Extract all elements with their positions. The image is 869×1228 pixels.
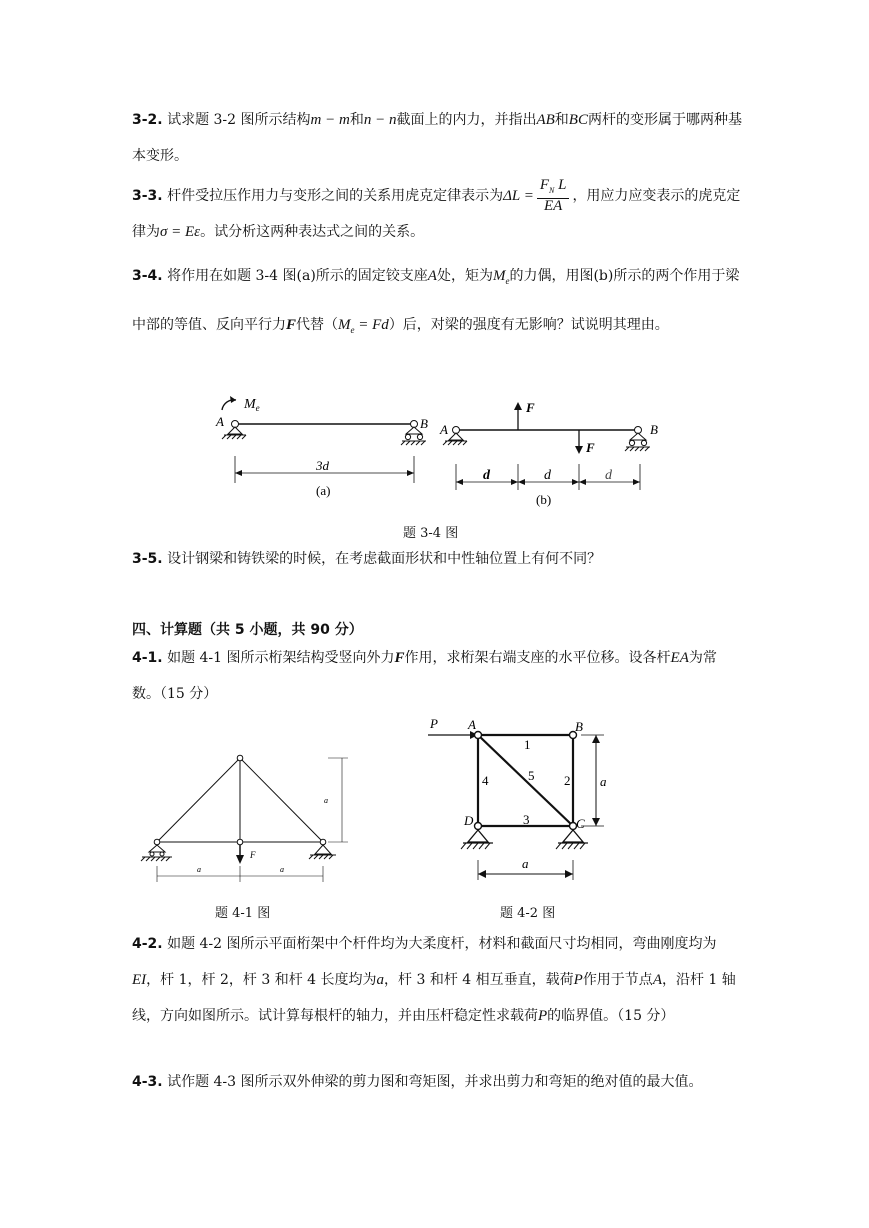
label-a-vertical: a	[324, 796, 328, 805]
figure-3-4a	[200, 388, 440, 503]
question-text: 为常数。（15 分）	[132, 650, 717, 702]
truss-joint	[237, 755, 243, 761]
hatching-a	[443, 441, 467, 445]
question-text: 作用，求桁架右端支座的水平位移。设各杆	[404, 650, 671, 666]
eq-rest: = Fd	[354, 317, 389, 333]
frac-numerator: F	[539, 177, 549, 193]
roller-support	[149, 845, 165, 852]
roller-wheel	[417, 434, 422, 439]
math-ab: AB	[536, 112, 555, 128]
dim-arrowhead	[518, 479, 525, 485]
truss-joint	[154, 839, 160, 845]
question-text: 和	[349, 112, 364, 128]
question-3-4	[132, 254, 742, 352]
support-d	[468, 830, 488, 842]
label-tag-a: (a)	[316, 483, 331, 498]
roller-wheel	[405, 434, 410, 439]
question-text: 的力偶，用图(b)所示的两个作用于梁中部的等值、反向平行力	[132, 268, 740, 333]
label-member-3: 3	[523, 812, 530, 827]
roller-wheel	[150, 852, 154, 856]
question-4-3	[132, 1064, 742, 1100]
question-3-2	[132, 102, 742, 174]
eq-letter: M	[338, 317, 351, 333]
couple-arrow	[222, 400, 236, 410]
label-a: A	[468, 717, 476, 732]
frac-denominator: EA	[543, 198, 563, 214]
label-b: B	[650, 422, 658, 437]
question-number: 4-3.	[132, 1074, 163, 1090]
label-f-down: F	[586, 440, 595, 455]
label-d2: d	[544, 468, 551, 483]
math-m: m − m	[310, 112, 350, 128]
frac-subscript: N	[549, 186, 555, 195]
math-node-a: A	[652, 972, 662, 988]
question-text: 处，矩为	[436, 268, 493, 284]
math-equation	[338, 317, 389, 333]
figure-3-4b	[438, 392, 668, 507]
question-text: 代替（	[296, 317, 339, 333]
question-text: 试作题 4-3 图所示双外伸梁的剪力图和弯矩图，并求出剪力和弯矩的绝对值的最大值。	[167, 1074, 703, 1090]
label-member-4: 4	[482, 773, 489, 788]
math-f: F	[394, 650, 405, 666]
frac-numerator-l: L	[554, 177, 567, 193]
couple-arrowhead	[230, 396, 236, 403]
label-a-horizontal: a	[522, 856, 529, 871]
hatching	[141, 857, 170, 861]
node-d	[475, 823, 482, 830]
section-title: 四、计算题（共 5 小题，共 90 分）	[132, 622, 363, 638]
label-3d: 3d	[316, 458, 329, 473]
label-d: D	[464, 813, 474, 828]
question-3-3	[132, 178, 742, 250]
question-text: ，沿杆 1 轴线，方向如图所示。试计算每根杆的轴力，并由压杆稳定性求载荷	[132, 972, 736, 1024]
label-b: B	[575, 719, 583, 734]
dim-arrowhead	[456, 479, 463, 485]
dim-arrowhead	[407, 470, 414, 476]
label-d1: d	[483, 468, 490, 483]
figure-caption-4-1: 题 4-1 图	[215, 906, 271, 921]
question-text: 两杆的变形属于哪两种基本变形。	[132, 112, 742, 164]
math-me	[493, 268, 510, 284]
question-number: 4-2.	[132, 936, 163, 952]
label-f: F	[250, 850, 256, 860]
truss-member	[240, 758, 323, 842]
figure-caption-4-2: 题 4-2 图	[500, 906, 556, 921]
question-text: 截面上的内力，并指出	[396, 112, 537, 128]
label-a-right: a	[280, 865, 284, 874]
question-4-1	[132, 640, 742, 712]
question-number: 4-1.	[132, 650, 163, 666]
label-a-vertical: a	[600, 774, 607, 789]
math-sigma: σ = Eε	[160, 224, 201, 240]
force-up-arrowhead	[514, 402, 522, 410]
label-member-5: 5	[528, 768, 535, 783]
eq-subscript: e	[350, 325, 355, 335]
dim-arrowhead	[478, 870, 486, 878]
dim-arrowhead	[572, 479, 579, 485]
question-text: ，杆 3 和杆 4 相互垂直，载荷	[384, 972, 574, 988]
math-p: P	[538, 1008, 548, 1024]
me-letter: M	[492, 268, 506, 284]
hatching-c	[556, 843, 585, 849]
truss-joint	[237, 839, 243, 845]
dim-arrowhead	[565, 870, 573, 878]
question-text: 作用于节点	[582, 972, 653, 988]
label-p: P	[430, 716, 438, 731]
math-f: F	[286, 317, 297, 333]
force-arrowhead	[236, 855, 244, 864]
figure-4-1	[130, 748, 360, 888]
label-d3: d	[605, 468, 612, 483]
label-a: A	[440, 422, 448, 437]
question-text: 的临界值。（15 分）	[547, 1008, 675, 1024]
question-3-5	[132, 541, 742, 577]
hatching-d	[461, 843, 490, 849]
truss-joint	[320, 839, 326, 845]
math-p: P	[573, 972, 583, 988]
question-text: 杆件受拉压作用力与变形之间的关系用虎克定律表示为	[167, 188, 504, 204]
me-subscript: e	[505, 276, 510, 286]
roller-wheel	[641, 440, 646, 445]
label-tag-b: (b)	[536, 492, 552, 507]
question-text: 设计钢梁和铸铁梁的时候，在考虑截面形状和中性轴位置上有何不同？	[167, 551, 602, 567]
label-a: A	[216, 414, 224, 429]
roller-wheel	[629, 440, 634, 445]
dim-arrowhead	[235, 470, 242, 476]
question-text: 如题 4-1 图所示桁架结构受竖向外力	[167, 650, 395, 666]
roller-wheel	[160, 852, 164, 856]
pin-support-a	[449, 433, 463, 440]
math-ei: EI	[132, 972, 147, 988]
dim-arrowhead	[511, 479, 518, 485]
question-text: 将作用在如题 3-4 图(a)所示的固定铰支座	[167, 268, 428, 284]
force-down-arrowhead	[575, 446, 583, 454]
label-member-1: 1	[524, 737, 531, 752]
question-number: 3-5.	[132, 551, 163, 567]
hatching-b	[625, 447, 649, 451]
hatching-a	[222, 435, 246, 439]
roller-support-b	[630, 433, 646, 440]
question-text: 如题 4-2 图所示平面桁架中个杆件均为大柔度杆，材料和截面尺寸均相同，弯曲刚度均为	[167, 936, 717, 952]
question-text: ，用应力应变表示的虎克定律为	[132, 188, 741, 240]
truss-member	[157, 758, 240, 842]
question-number: 3-3.	[132, 188, 163, 204]
label-a-left: a	[197, 865, 201, 874]
label-b: B	[420, 416, 428, 431]
question-text: ，杆 1，杆 2，杆 3 和杆 4 长度均为	[146, 972, 377, 988]
label-f-up: F	[526, 400, 535, 415]
dim-arrowhead	[579, 479, 586, 485]
math-a: A	[427, 268, 437, 284]
question-text: 和	[554, 112, 569, 128]
pin-support-a	[228, 427, 242, 434]
question-text: 试求题 3-2 图所示结构	[167, 112, 311, 128]
question-text: 。试分析这两种表达式之间的关系。	[200, 224, 425, 240]
math-a: a	[376, 972, 385, 988]
question-text: ）后，对梁的强度有无影响？试说明其理由。	[388, 317, 669, 333]
math-fraction	[537, 178, 570, 214]
figure-4-2	[424, 714, 624, 884]
math-n: n − n	[363, 112, 397, 128]
support-c	[563, 830, 583, 842]
hatching	[309, 855, 333, 859]
pin-support	[315, 845, 331, 854]
question-4-2	[132, 926, 742, 1034]
math-ea: EA	[670, 650, 689, 666]
math-delta-l: ΔL =	[503, 188, 534, 204]
figure-caption-3-4: 题 3-4 图	[403, 526, 459, 541]
question-number: 3-4.	[132, 268, 163, 284]
question-number: 3-2.	[132, 112, 163, 128]
hatching-b	[401, 441, 425, 445]
label-member-2: 2	[564, 773, 571, 788]
label-c: C	[576, 816, 585, 831]
node-a	[475, 732, 482, 739]
label-me: $M_e$	[244, 397, 260, 413]
math-bc: BC	[568, 112, 588, 128]
dim-arrowhead	[592, 818, 600, 826]
dim-arrowhead	[633, 479, 640, 485]
dim-arrowhead	[592, 735, 600, 743]
